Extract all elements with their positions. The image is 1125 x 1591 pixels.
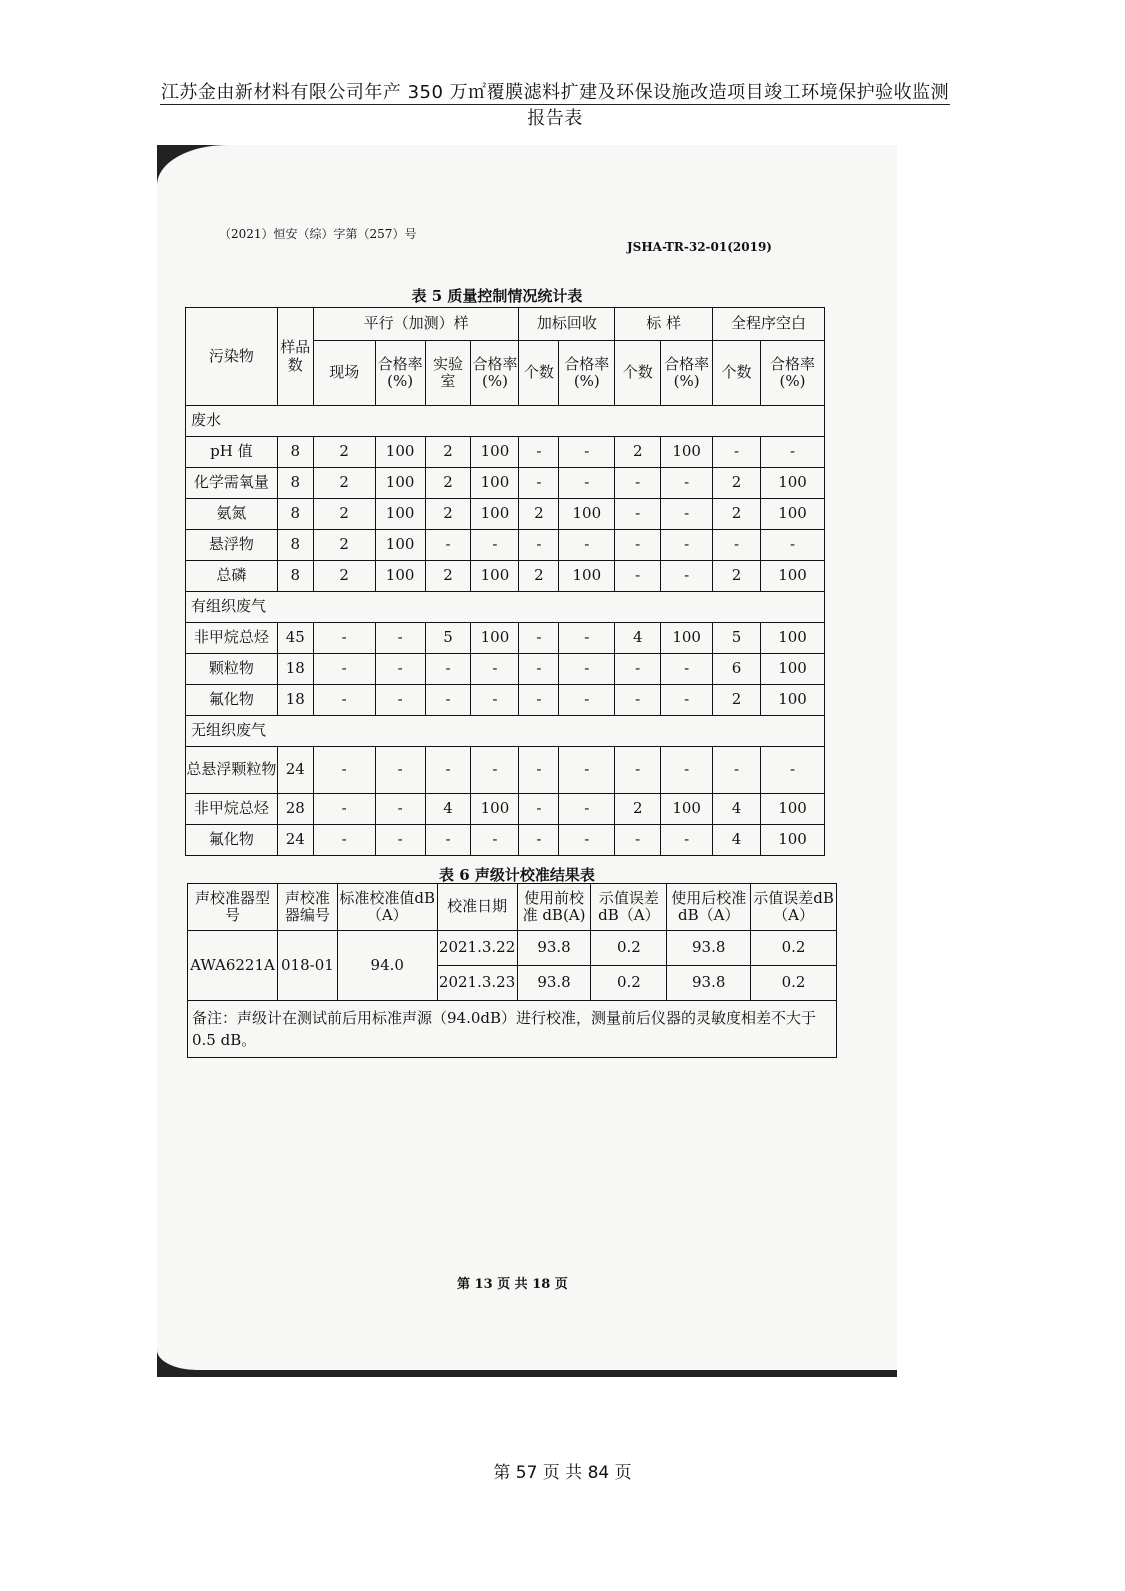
page-number: 第 57 页 共 84 页 (493, 1463, 632, 1483)
table-row (186, 437, 825, 468)
table-cell: 4 (713, 794, 761, 825)
category-unorganized-gas: 无组织废气 (186, 716, 825, 747)
table-cell: - (559, 654, 615, 685)
table-cell: 100 (761, 561, 825, 592)
doc-code: JSHA-TR-32-01(2019) (626, 240, 772, 254)
error-value: 0.2 (751, 966, 837, 1001)
table-cell: - (313, 654, 375, 685)
table-row (186, 794, 825, 825)
table-cell: 4 (425, 794, 471, 825)
table-cell: - (519, 654, 559, 685)
th-rate: 合格率(%) (559, 341, 615, 406)
after-value: 93.8 (667, 966, 751, 1001)
th-count: 个数 (519, 341, 559, 406)
table-cell: 100 (661, 623, 713, 654)
category-water: 废水 (186, 406, 825, 437)
pollutant-name: 颗粒物 (186, 654, 278, 685)
table-cell: - (313, 623, 375, 654)
table-cell: 2 (519, 561, 559, 592)
report-sheet (157, 145, 897, 1370)
table-cell: - (761, 437, 825, 468)
calibrator-serial: 018-01 (277, 931, 337, 1001)
table-cell: - (713, 437, 761, 468)
table-cell: 100 (375, 437, 425, 468)
table-cell: - (615, 685, 661, 716)
table-cell: - (519, 437, 559, 468)
th-parallel: 平行（加测）样 (313, 308, 519, 341)
th-blank: 全程序空白 (713, 308, 825, 341)
table-cell: - (615, 561, 661, 592)
pollutant-name: 总磷 (186, 561, 278, 592)
table-cell: - (471, 654, 519, 685)
th-before: 使用前校准 dB(A) (517, 884, 591, 931)
table-cell: - (615, 747, 661, 794)
table-row (186, 623, 825, 654)
table-cell: - (615, 654, 661, 685)
table-cell: 2 (313, 530, 375, 561)
table-cell: 8 (277, 561, 313, 592)
table-cell: - (559, 685, 615, 716)
before-value: 93.8 (517, 966, 591, 1001)
calibration-table (187, 883, 837, 1058)
th-calibration-date: 校准日期 (437, 884, 517, 931)
th-rate: 合格率(%) (375, 341, 425, 406)
table-cell: - (661, 747, 713, 794)
table-cell: 100 (661, 437, 713, 468)
table-cell: - (425, 825, 471, 856)
table-cell: 100 (761, 468, 825, 499)
th-standard-value: 标准校准值dB（A） (337, 884, 437, 931)
table-cell: - (713, 530, 761, 561)
table-cell: - (375, 623, 425, 654)
table-cell: 45 (277, 623, 313, 654)
table-cell: 8 (277, 530, 313, 561)
th-error: 示值误差dB（A） (591, 884, 667, 931)
pollutant-name: 非甲烷总烃 (186, 794, 278, 825)
pollutant-name: 氟化物 (186, 685, 278, 716)
table-cell: 100 (761, 825, 825, 856)
table-cell: 28 (277, 794, 313, 825)
table-cell: - (471, 530, 519, 561)
table-cell: 2 (425, 561, 471, 592)
th-rate: 合格率(%) (761, 341, 825, 406)
table-cell: - (661, 685, 713, 716)
table-cell: 2 (713, 499, 761, 530)
pollutant-name: 悬浮物 (186, 530, 278, 561)
table-cell: 100 (761, 794, 825, 825)
table-cell: 8 (277, 499, 313, 530)
table-cell: - (761, 747, 825, 794)
th-count: 个数 (615, 341, 661, 406)
table-cell: 2 (425, 499, 471, 530)
table-cell: - (559, 530, 615, 561)
table-cell: - (425, 685, 471, 716)
table-cell: 8 (277, 437, 313, 468)
table-cell: 100 (559, 561, 615, 592)
table-cell: - (761, 530, 825, 561)
table-cell: 100 (471, 561, 519, 592)
pollutant-name: 总悬浮颗粒物 (186, 747, 278, 794)
table-cell: - (661, 561, 713, 592)
table-cell: 2 (313, 437, 375, 468)
table-cell: - (425, 530, 471, 561)
table-row (186, 654, 825, 685)
table-cell: 100 (471, 437, 519, 468)
table-cell: 4 (713, 825, 761, 856)
table-cell: - (713, 747, 761, 794)
table-cell: 100 (375, 530, 425, 561)
table-cell: 100 (375, 499, 425, 530)
table-cell: 5 (425, 623, 471, 654)
table-cell: 100 (471, 794, 519, 825)
quality-control-table (185, 307, 825, 856)
table-cell: 2 (713, 685, 761, 716)
table-cell: 100 (471, 468, 519, 499)
table-cell: - (313, 794, 375, 825)
pollutant-name: 氨氮 (186, 499, 278, 530)
table-row (188, 931, 837, 966)
calibration-date: 2021.3.22 (437, 931, 517, 966)
th-field: 现场 (313, 341, 375, 406)
table-cell: 100 (559, 499, 615, 530)
th-calibrator-model: 声校准器型号 (188, 884, 278, 931)
table-cell: - (375, 685, 425, 716)
table-cell: 100 (471, 499, 519, 530)
th-pollutant: 污染物 (186, 308, 278, 406)
table-cell: - (313, 747, 375, 794)
table-cell: 2 (713, 561, 761, 592)
th-rate: 合格率(%) (661, 341, 713, 406)
table-cell: - (425, 747, 471, 794)
table-cell: 24 (277, 747, 313, 794)
table-cell: 5 (713, 623, 761, 654)
header-rule (160, 104, 950, 105)
table-row (186, 685, 825, 716)
table-cell: - (661, 499, 713, 530)
table-cell: 100 (761, 623, 825, 654)
table-cell: 4 (615, 623, 661, 654)
th-spike: 加标回收 (519, 308, 615, 341)
inner-page-number: 第 13 页 共 18 页 (457, 1277, 568, 1292)
after-value: 93.8 (667, 931, 751, 966)
standard-value: 94.0 (337, 931, 437, 1001)
table-cell: 24 (277, 825, 313, 856)
table-cell: - (559, 437, 615, 468)
calibration-note: 备注：声级计在测试前后用标准声源（94.0dB）进行校准，测量前后仪器的灵敏度相差不大于 0.5 dB。 (188, 1001, 837, 1058)
table-cell: 2 (519, 499, 559, 530)
table-cell: 100 (375, 561, 425, 592)
th-error: 示值误差dB（A） (751, 884, 837, 931)
table-cell: 100 (471, 623, 519, 654)
table-cell: - (615, 825, 661, 856)
pollutant-name: 化学需氧量 (186, 468, 278, 499)
table-row (186, 561, 825, 592)
table-cell: - (519, 530, 559, 561)
table-cell: 2 (425, 468, 471, 499)
pollutant-name: pH 值 (186, 437, 278, 468)
th-sample-count: 样品数 (277, 308, 313, 406)
table-row (186, 747, 825, 794)
table6-caption: 表 6 声级计校准结果表 (439, 866, 595, 884)
table-cell: 2 (615, 794, 661, 825)
table-cell: 8 (277, 468, 313, 499)
table-cell: 2 (313, 468, 375, 499)
table-cell: - (471, 825, 519, 856)
table-cell: 100 (761, 499, 825, 530)
table-cell: - (615, 499, 661, 530)
table-cell: - (559, 468, 615, 499)
pollutant-name: 氟化物 (186, 825, 278, 856)
table-cell: - (375, 794, 425, 825)
table-cell: 2 (615, 437, 661, 468)
table-cell: - (661, 468, 713, 499)
th-count: 个数 (713, 341, 761, 406)
table-cell: - (519, 825, 559, 856)
table-cell: 2 (313, 561, 375, 592)
th-calibrator-serial: 声校准器编号 (277, 884, 337, 931)
table-cell: - (519, 685, 559, 716)
table-cell: 6 (713, 654, 761, 685)
table-cell: - (661, 825, 713, 856)
error-value: 0.2 (591, 966, 667, 1001)
table-cell: - (519, 468, 559, 499)
table-cell: - (615, 530, 661, 561)
report-header: 江苏金由新材料有限公司年产 350 万㎡覆膜滤料扩建及环保设施改造项目竣工环境保护验收监测报告表 (160, 82, 950, 129)
table-cell: 100 (375, 468, 425, 499)
table-cell: - (559, 623, 615, 654)
th-rate: 合格率(%) (471, 341, 519, 406)
table-row (186, 825, 825, 856)
table-row (186, 499, 825, 530)
table-cell: - (425, 654, 471, 685)
table-row (186, 468, 825, 499)
pollutant-name: 非甲烷总烃 (186, 623, 278, 654)
table-cell: 2 (713, 468, 761, 499)
table-cell: 2 (313, 499, 375, 530)
table-cell: - (375, 825, 425, 856)
table-cell: - (661, 530, 713, 561)
doc-number: （2021）恒安（综）字第（257）号 (219, 227, 417, 241)
error-value: 0.2 (591, 931, 667, 966)
table-cell: 100 (761, 654, 825, 685)
table-cell: - (519, 623, 559, 654)
th-standard: 标 样 (615, 308, 713, 341)
table-cell: - (559, 825, 615, 856)
category-organized-gas: 有组织废气 (186, 592, 825, 623)
table-cell: 100 (661, 794, 713, 825)
table-cell: 18 (277, 685, 313, 716)
table-cell: - (661, 654, 713, 685)
th-after: 使用后校准 dB（A） (667, 884, 751, 931)
table-cell: - (471, 685, 519, 716)
error-value: 0.2 (751, 931, 837, 966)
table-cell: - (559, 747, 615, 794)
th-lab: 实验室 (425, 341, 471, 406)
table-cell: - (519, 794, 559, 825)
table-cell: - (471, 747, 519, 794)
table-cell: - (313, 825, 375, 856)
table5-caption: 表 5 质量控制情况统计表 (411, 287, 583, 305)
table-row (186, 530, 825, 561)
table-cell: - (313, 685, 375, 716)
table-cell: - (559, 794, 615, 825)
calibrator-model: AWA6221A (188, 931, 278, 1001)
table-cell: 2 (425, 437, 471, 468)
before-value: 93.8 (517, 931, 591, 966)
scanned-photo (157, 145, 897, 1377)
table-cell: 100 (761, 685, 825, 716)
table-cell: - (615, 468, 661, 499)
table-cell: - (375, 747, 425, 794)
table-cell: - (375, 654, 425, 685)
calibration-date: 2021.3.23 (437, 966, 517, 1001)
table-cell: 18 (277, 654, 313, 685)
table-cell: - (519, 747, 559, 794)
